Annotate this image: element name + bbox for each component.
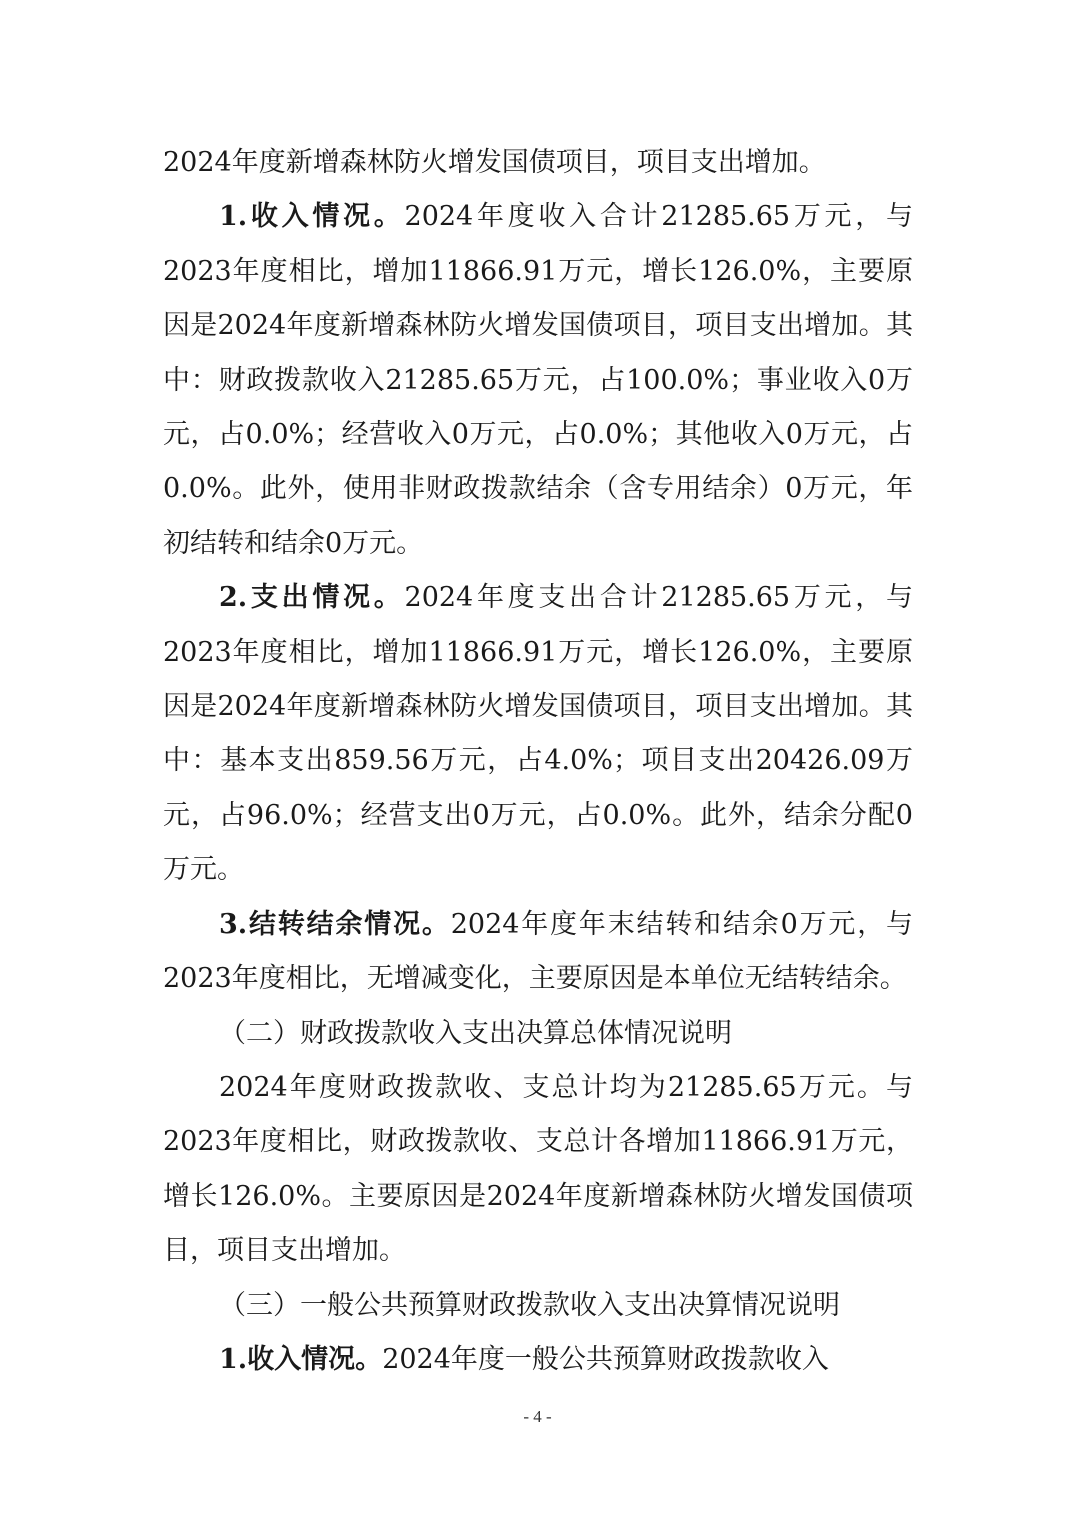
paragraph-lead: 2.支出情况。 [219, 582, 405, 614]
paragraph-text: 2024年度支出合计21285.65万元，与2023年度相比，增加11866.91万元，增长126.0%，主要原因是2024年度新增森林防火增发国债项目，项目支出增加。其中：基本支出859.56万元，占4.0%；项目支出20426.09万元，占96.0%；经营支出0万元，占0.0%。此外，结余分配0万元。 [163, 582, 913, 886]
paragraph-continuation [163, 136, 913, 190]
paragraph-lead: 1.收入情况。 [219, 201, 405, 233]
paragraph-text: 2024年度收入合计21285.65万元，与2023年度相比，增加11866.91万元，增长126.0%，主要原因是2024年度新增森林防火增发国债项目，项目支出增加。其中：财政拨款收入21285.65万元，占100.0%；事业收入0万元，占0.0%；经营收入0万元，占0.0%；其他收入0万元，占0.0%。此外，使用非财政拨款结余（含专用结余）0万元，年初结转和结余0万元。 [163, 201, 913, 559]
heading-text: （二）财政拨款收入支出决算总体情况说明 [219, 1017, 732, 1049]
paragraph-income [163, 190, 913, 571]
section-heading-2 [163, 1007, 913, 1061]
document-body [163, 136, 913, 1387]
paragraph-fiscal-overview [163, 1061, 913, 1279]
paragraph-expenditure [163, 571, 913, 897]
paragraph-text: 2024年度财政拨款收、支总计均为21285.65万元。与2023年度相比，财政拨款收、支总计各增加11866.91万元，增长126.0%。主要原因是2024年度新增森林防火增发国债项目，项目支出增加。 [163, 1071, 913, 1267]
paragraph-lead: 3.结转结余情况。 [219, 908, 451, 940]
section-heading-3 [163, 1279, 913, 1333]
heading-text: （三）一般公共预算财政拨款收入支出决算情况说明 [219, 1289, 840, 1321]
page-number: - 4 - [523, 1407, 552, 1426]
paragraph-text: 2024年度新增森林防火增发国债项目，项目支出增加。 [163, 147, 826, 178]
paragraph-carryover [163, 898, 913, 1007]
paragraph-general-budget-income [163, 1333, 913, 1387]
paragraph-text: 2024年度一般公共预算财政拨款收入 [382, 1343, 829, 1375]
paragraph-lead: 1.收入情况。 [219, 1343, 383, 1375]
paragraph-text: 2024年度年末结转和结余0万元，与2023年度相比，无增减变化，主要原因是本单位无结转结余。 [163, 908, 914, 995]
